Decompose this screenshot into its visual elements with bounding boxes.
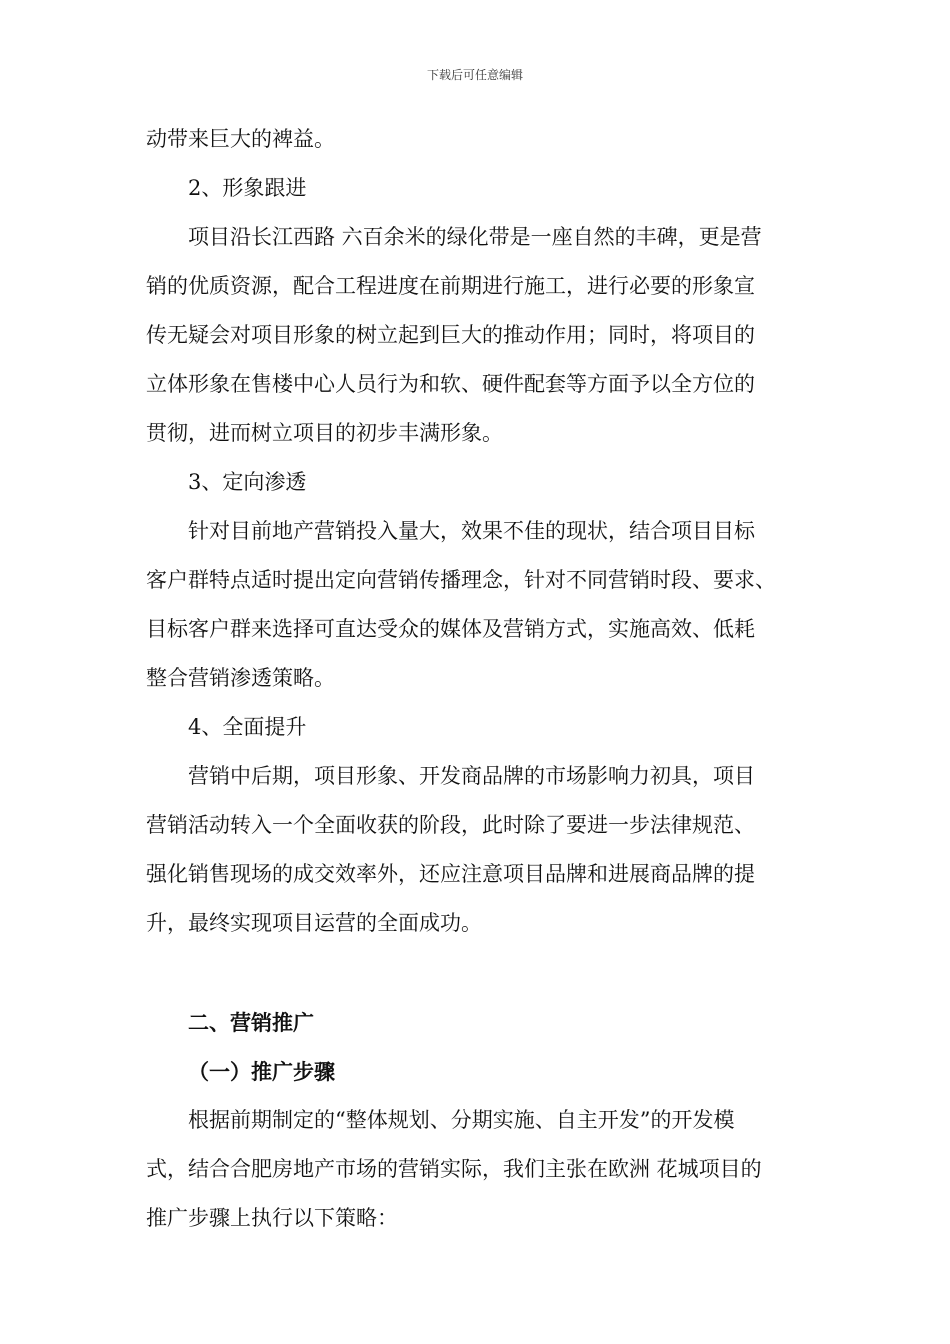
section-heading: 二、营销推广 [188,1010,314,1035]
body-text-line: 销的优质资源，配合工程进度在前期进行施工，进行必要的形象宣 [146,274,755,298]
body-text-line: 目标客户群来选择可直达受众的媒体及营销方式，实施高效、低耗 [146,617,755,641]
body-text-line: 4、全面提升 [188,715,307,739]
body-text-line: 客户群特点适时提出定向营销传播理念，针对不同营销时段、要求、 [146,568,776,592]
body-text-line: 针对目前地产营销投入量大，效果不佳的现状，结合项目目标 [188,519,755,543]
section-spacer [146,948,814,998]
body-text-line: 根据前期制定的“整体规划、分期实施、自主开发”的开发模 [188,1108,735,1132]
body-text-line: 营销活动转入一个全面收获的阶段，此时除了要进一步法律规范、 [146,813,755,837]
body-text-line: 式，结合合肥房地产市场的营销实际，我们主张在欧洲 花城项目的 [146,1157,762,1181]
body-text-line: 3、定向渗透 [188,470,307,494]
body-text-line: 整合营销渗透策略。 [146,666,335,690]
body-text-line: 项目沿长江西路 六百余米的绿化带是一座自然的丰碑，更是营 [188,225,762,249]
body-text-line: 贯彻，进而树立项目的初步丰满形象。 [146,421,503,445]
body-text-line: 立体形象在售楼中心人员行为和软、硬件配套等方面予以全方位的 [146,372,755,396]
section-heading: （一）推广步骤 [188,1059,335,1084]
body-text-line: 传无疑会对项目形象的树立起到巨大的推动作用；同时，将项目的 [146,323,755,347]
document-body [146,115,814,1243]
body-text-line: 营销中后期，项目形象、开发商品牌的市场影响力初具，项目 [188,764,755,788]
body-text-line: 推广步骤上执行以下策略： [146,1206,398,1230]
page-header: 下载后可任意编辑 [426,68,523,82]
body-text-line: 强化销售现场的成交效率外，还应注意项目品牌和进展商品牌的提 [146,862,755,886]
body-text-line: 升，最终实现项目运营的全面成功。 [146,911,482,935]
body-text-line: 2、形象跟进 [188,176,307,200]
body-text-line: 动带来巨大的裨益。 [146,127,335,151]
